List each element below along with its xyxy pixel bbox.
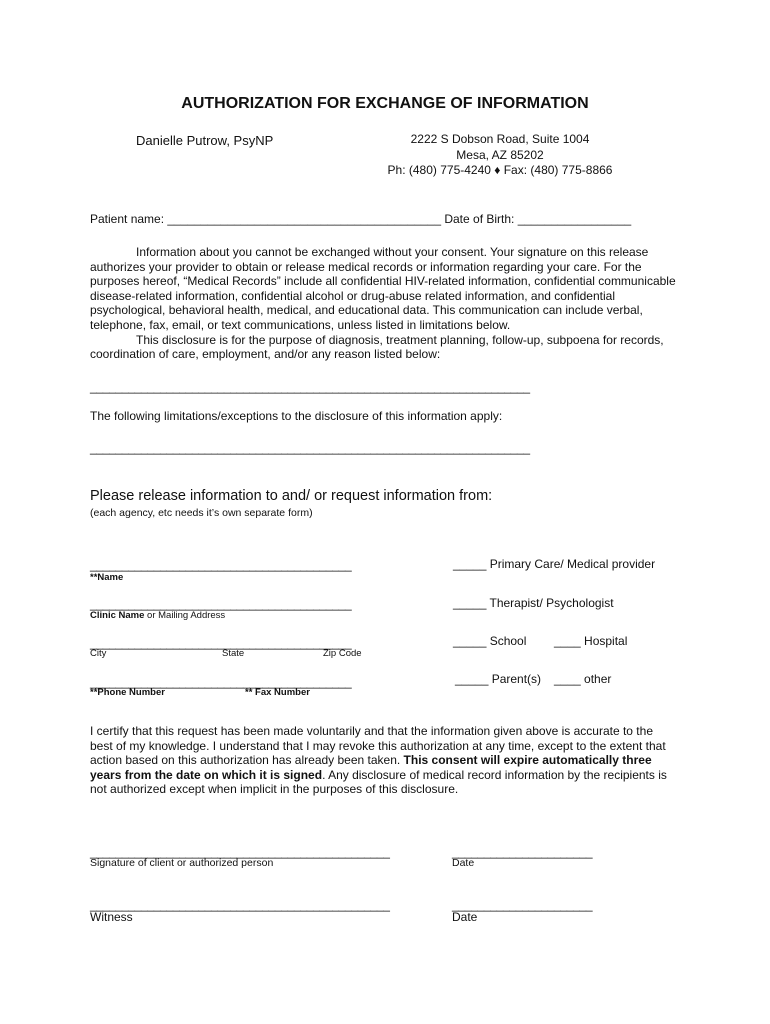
state-label: State — [222, 648, 245, 659]
address-line-1: 2222 S Dobson Road, Suite 1004 — [410, 132, 590, 146]
witness-label: Witness — [90, 910, 133, 924]
phone-fax-blank-line[interactable]: _________________________________________ — [90, 675, 352, 689]
release-heading: Please release information to and/ or request information from: — [90, 488, 493, 504]
fax-label: ** Fax Number — [245, 687, 310, 698]
document-title: AUTHORIZATION FOR EXCHANGE OF INFORMATION — [181, 95, 589, 112]
signature-line[interactable]: _______________________________________________ — [90, 845, 390, 859]
release-subheading: (each agency, etc needs it’s own separate form) — [90, 507, 313, 519]
witness-date-line[interactable]: ______________________ — [452, 898, 593, 912]
limitations-blank-line[interactable]: _____________________________________________________________________ — [90, 441, 530, 455]
witness-date-label: Date — [452, 910, 478, 924]
consent-text: Information about you cannot be exchanged without your consent. Your signature on this release authorizes your provider to obtain or release medical records or information regarding your care. For the purposes hereof, “Medical Records” include all confidential HIV-related information, confidential communicable disease-related information, confidential alcohol or drug-abuse related information, and confidential psychological, behavioral health, medical, and educational data. This communication can include verbal, telephone, fax, email, or text communications, unless listed in limitations below. — [90, 245, 676, 332]
mailing-address-label: or Mailing Address — [144, 610, 226, 621]
parents-option[interactable]: _____ Parent(s) — [455, 672, 542, 686]
provider-name: Danielle Putrow, PsyNP — [136, 133, 274, 148]
primary-care-option[interactable]: _____ Primary Care/ Medical provider — [453, 557, 656, 571]
phone-fax-line: Ph: (480) 775-4240 ♦ Fax: (480) 775-8866 — [387, 163, 613, 177]
zip-label: Zip Code — [323, 648, 362, 659]
city-label: City — [90, 648, 107, 659]
limitations-label: The following limitations/exceptions to the disclosure of this information apply: — [90, 409, 503, 423]
clinic-blank-line[interactable]: _________________________________________ — [90, 597, 352, 611]
certification-part-1: I certify that this request has been made voluntarily and that the information given above is accurate to the best of my knowledge. I understand that I may revoke this authorization at any time, except to the extent that action based on this authorization has already been taken. — [90, 724, 666, 768]
certification-part-2: . Any disclosure of medical record information by the recipients is not authorized except when implicit in the purposes of this disclosure. — [90, 767, 667, 797]
city-state-zip-blank-line[interactable]: _________________________________________ — [90, 636, 352, 650]
phone-label: **Phone Number — [90, 687, 165, 698]
other-option[interactable]: ____ other — [554, 672, 612, 686]
reason-blank-line[interactable]: _____________________________________________________________________ — [90, 380, 530, 394]
therapist-option[interactable]: _____ Therapist/ Psychologist — [453, 596, 614, 610]
signature-date-label: Date — [452, 857, 475, 869]
certification-text — [90, 724, 670, 797]
name-blank-line[interactable]: _________________________________________ — [90, 558, 352, 572]
signature-label: Signature of client or authorized person — [90, 857, 274, 869]
patient-name-dob-field[interactable]: Patient name: _________________________________________ Date of Birth: _________________ — [90, 212, 632, 226]
address-line-2: Mesa, AZ 85202 — [456, 148, 544, 162]
witness-line[interactable]: _______________________________________________ — [90, 898, 390, 912]
name-label: **Name — [90, 572, 124, 583]
clinic-address-label — [90, 610, 225, 621]
consent-paragraph — [90, 245, 690, 362]
purpose-text: This disclosure is for the purpose of diagnosis, treatment planning, follow-up, subpoena for records, coordination of care, employment, and/or any reason listed below: — [90, 332, 664, 362]
school-option[interactable]: _____ School — [453, 634, 527, 648]
certification-paragraph — [90, 724, 670, 797]
certification-expiry: This consent will expire automatically three years from the date on which it is signed — [90, 753, 652, 782]
signature-date-line[interactable]: ______________________ — [452, 845, 593, 859]
clinic-name-label: Clinic Name — [90, 610, 145, 621]
hospital-option[interactable]: ____ Hospital — [554, 634, 628, 648]
